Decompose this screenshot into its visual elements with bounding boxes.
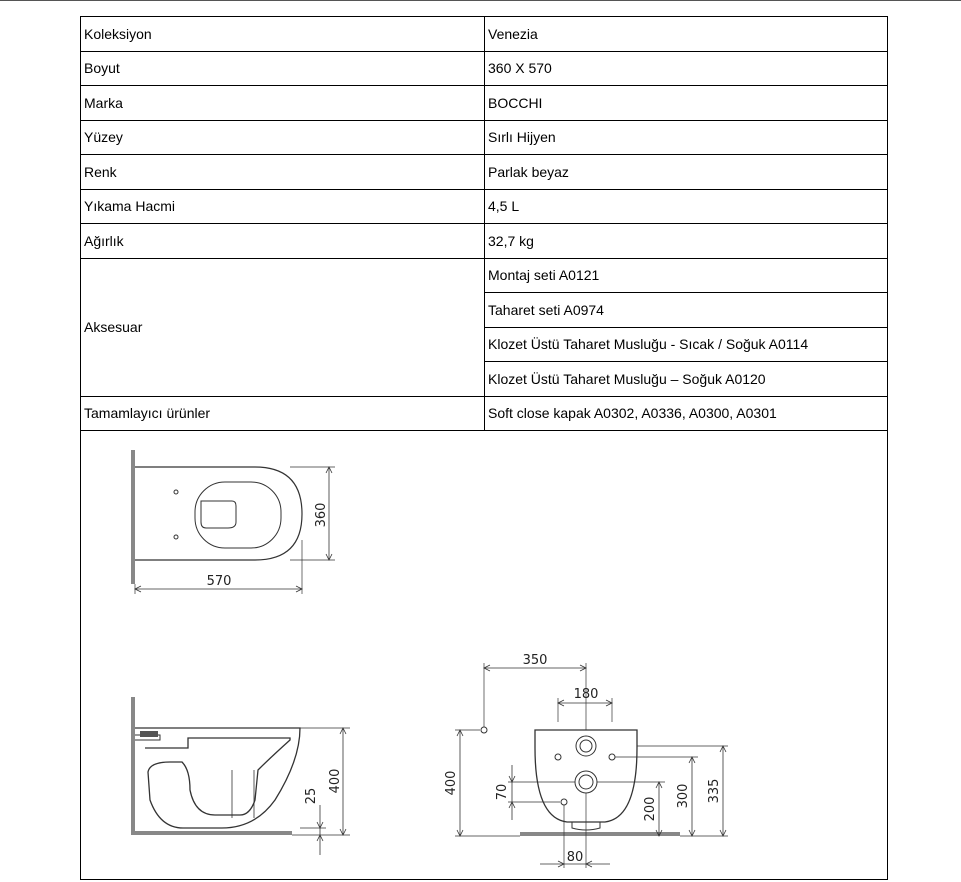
table-row xyxy=(81,86,888,121)
row-label: Yıkama Hacmi xyxy=(81,189,485,224)
table-row xyxy=(81,155,888,190)
table-row xyxy=(81,120,888,155)
row-value: 4,5 L xyxy=(485,189,888,224)
dim-200: 200 xyxy=(643,796,658,822)
dim-350: 350 xyxy=(522,653,548,668)
accessory-item: Taharet seti A0974 xyxy=(485,293,888,328)
row-value: Parlak beyaz xyxy=(485,155,888,190)
dim-360: 360 xyxy=(314,502,329,528)
dim-300: 300 xyxy=(676,783,691,809)
table-row xyxy=(81,189,888,224)
dim-400-side: 400 xyxy=(328,768,343,794)
page-top-rule xyxy=(0,0,961,1)
dim-70: 70 xyxy=(495,783,510,801)
accessory-item: Klozet Üstü Taharet Musluğu – Soğuk A0120 xyxy=(485,362,888,397)
table-row xyxy=(81,51,888,86)
dim-180: 180 xyxy=(573,687,599,702)
accessories-label: Aksesuar xyxy=(81,258,485,396)
table-row xyxy=(81,224,888,259)
table-row xyxy=(81,17,888,52)
top-view-drawing xyxy=(131,450,335,594)
dim-570: 570 xyxy=(206,574,232,589)
technical-drawings xyxy=(81,443,887,879)
complementary-label: Tamamlayıcı ürünler xyxy=(81,396,485,431)
drawings-canvas xyxy=(81,443,887,879)
spec-table xyxy=(80,16,888,431)
row-value: BOCCHI xyxy=(485,86,888,121)
row-label: Marka xyxy=(81,86,485,121)
dim-80: 80 xyxy=(566,850,584,865)
row-value: Venezia xyxy=(485,17,888,52)
row-label: Ağırlık xyxy=(81,224,485,259)
table-row xyxy=(81,258,888,293)
row-label: Renk xyxy=(81,155,485,190)
side-view-drawing xyxy=(131,697,350,855)
row-label: Yüzey xyxy=(81,120,485,155)
table-row xyxy=(81,396,888,431)
complementary-value: Soft close kapak A0302, A0336, A0300, A0301 xyxy=(485,396,888,431)
accessory-item: Klozet Üstü Taharet Musluğu - Sıcak / Soğuk A0114 xyxy=(485,327,888,362)
row-value: 32,7 kg xyxy=(485,224,888,259)
dim-335: 335 xyxy=(707,778,722,804)
row-value: 360 X 570 xyxy=(485,51,888,86)
row-label: Boyut xyxy=(81,51,485,86)
accessory-item: Montaj seti A0121 xyxy=(485,258,888,293)
dim-25: 25 xyxy=(304,787,319,805)
row-value: Sırlı Hijyen xyxy=(485,120,888,155)
row-label: Koleksiyon xyxy=(81,17,485,52)
dim-400-front: 400 xyxy=(444,770,459,796)
